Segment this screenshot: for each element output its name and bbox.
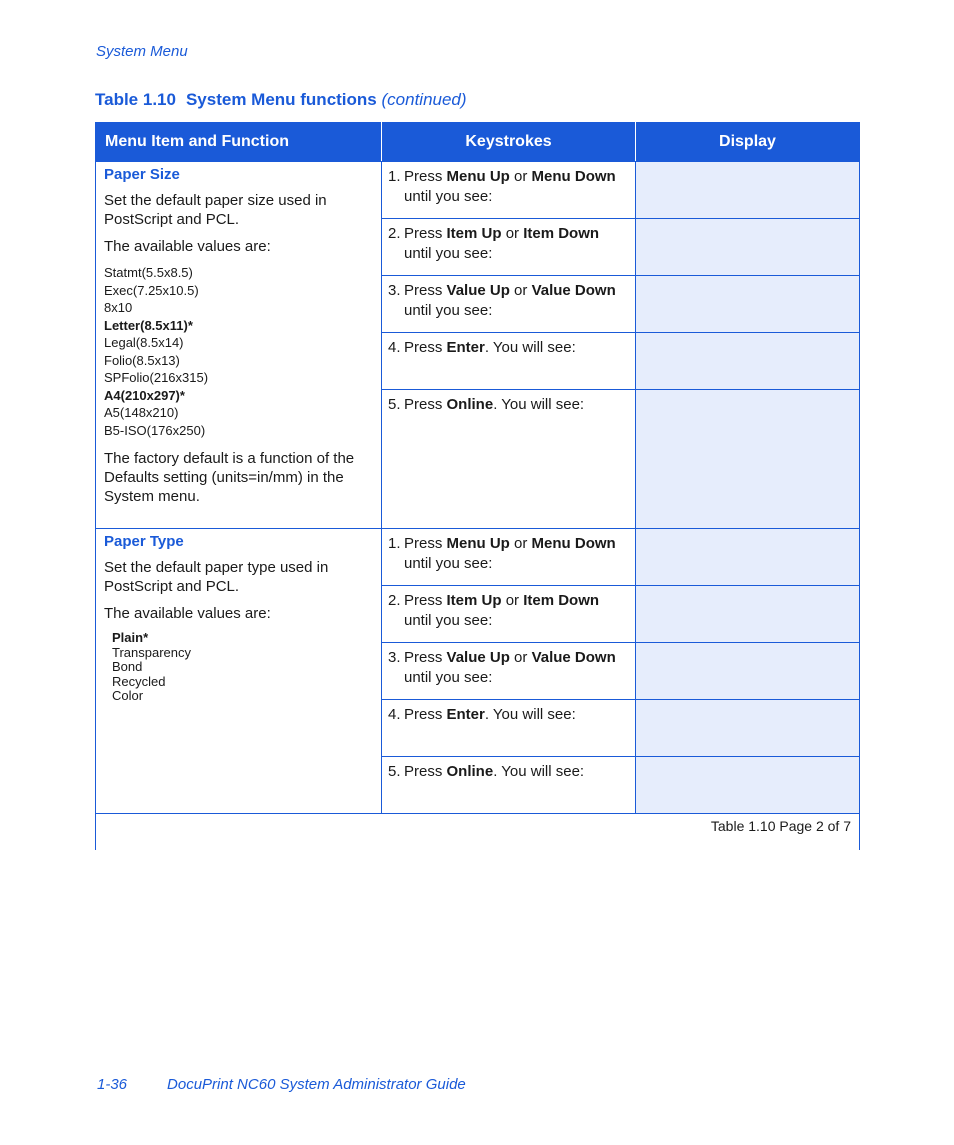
step-1 [388, 529, 629, 574]
step-text: Press Value Up or Value Down until you see: [404, 649, 616, 686]
value-item: Statmt(5.5x8.5) [104, 265, 193, 280]
table-footer: Table 1.10 Page 2 of 7 [96, 814, 860, 851]
value-item: B5-ISO(176x250) [104, 422, 206, 438]
step-text: Press Online. You will see: [404, 763, 585, 780]
paper-type-description: Set the default paper type used in PostScript and PCL. [104, 559, 329, 595]
keystroke-cell [382, 586, 636, 643]
keystroke-cell [382, 757, 636, 814]
paper-size-values [104, 264, 373, 439]
value-item: Transparency [112, 644, 191, 660]
step-text: Press Enter. You will see: [404, 339, 576, 356]
table-caption-title: System Menu functions [185, 90, 377, 109]
paper-type-available: The available values are: [104, 605, 271, 622]
keystroke-cell [382, 643, 636, 700]
step-text: Press Menu Up or Menu Down until you see: [404, 168, 616, 205]
display-cell [636, 529, 860, 586]
table-caption [95, 90, 467, 110]
table-row [96, 529, 860, 586]
value-item: Plain* [112, 630, 149, 645]
table-row [96, 162, 860, 219]
header-menu-item: Menu Item and Function [96, 123, 382, 162]
display-cell [636, 586, 860, 643]
step-number: 1. [388, 168, 401, 185]
step-number: 3. [388, 649, 401, 666]
step-3 [388, 276, 629, 321]
step-text: Press Enter. You will see: [404, 706, 576, 723]
step-number: 3. [388, 282, 401, 299]
value-item: SPFolio(216x315) [104, 370, 209, 385]
table-caption-label: Table 1.10 [95, 90, 176, 109]
value-item: Legal(8.5x14) [104, 335, 184, 350]
step-number: 5. [388, 396, 401, 413]
value-item: Color [112, 688, 144, 703]
value-item: Letter(8.5x11)* [104, 317, 193, 333]
paper-type-cell [96, 529, 382, 814]
step-number: 4. [388, 706, 401, 723]
running-head: System Menu [96, 43, 188, 60]
step-text: Press Online. You will see: [404, 396, 585, 413]
keystroke-cell [382, 333, 636, 390]
paper-type-values [104, 631, 373, 704]
paper-size-cell [96, 162, 382, 529]
document-title: DocuPrint NC60 System Administrator Guide [167, 1076, 466, 1093]
table-footer-row [96, 814, 860, 851]
page-footer [97, 1076, 466, 1093]
page-number: 1-36 [97, 1076, 128, 1093]
step-3 [388, 643, 629, 688]
keystroke-cell [382, 700, 636, 757]
display-cell [636, 700, 860, 757]
value-item: 8x10 [104, 300, 133, 315]
step-5 [388, 757, 629, 782]
paper-size-description: Set the default paper size used in PostScript and PCL. [104, 192, 327, 228]
table-header-row [96, 123, 860, 162]
display-cell [636, 643, 860, 700]
paper-type-title: Paper Type [104, 533, 184, 550]
step-number: 2. [388, 592, 401, 609]
table-caption-continued: (continued) [381, 90, 467, 109]
value-item: Bond [112, 659, 143, 674]
step-4 [388, 333, 629, 358]
step-number: 5. [388, 763, 401, 780]
step-2 [388, 219, 629, 264]
value-item: Recycled [112, 673, 166, 689]
paper-size-title: Paper Size [104, 166, 180, 183]
step-text: Press Item Up or Item Down until you see: [404, 592, 600, 629]
keystroke-cell [382, 276, 636, 333]
paper-size-note: The factory default is a function of the Defaults setting (units=in/mm) in the System menu. [104, 450, 355, 505]
step-1 [388, 162, 629, 207]
step-text: Press Menu Up or Menu Down until you see: [404, 535, 616, 572]
keystroke-cell [382, 529, 636, 586]
value-item: A5(148x210) [104, 405, 179, 420]
keystroke-cell [382, 390, 636, 529]
system-menu-table [95, 122, 860, 850]
display-cell [636, 219, 860, 276]
keystroke-cell [382, 219, 636, 276]
header-keystrokes: Keystrokes [382, 123, 636, 162]
display-cell [636, 757, 860, 814]
value-item: Folio(8.5x13) [104, 352, 180, 368]
paper-size-available: The available values are: [104, 238, 271, 255]
step-5 [388, 390, 629, 415]
header-display: Display [636, 123, 860, 162]
display-cell [636, 333, 860, 390]
step-4 [388, 700, 629, 725]
display-cell [636, 390, 860, 529]
step-2 [388, 586, 629, 631]
step-text: Press Item Up or Item Down until you see: [404, 225, 600, 262]
value-item: A4(210x297)* [104, 387, 185, 403]
step-text: Press Value Up or Value Down until you see: [404, 282, 616, 319]
display-cell [636, 276, 860, 333]
display-cell [636, 162, 860, 219]
step-number: 4. [388, 339, 401, 356]
keystroke-cell [382, 162, 636, 219]
value-item: Exec(7.25x10.5) [104, 282, 199, 298]
step-number: 1. [388, 535, 401, 552]
step-number: 2. [388, 225, 401, 242]
